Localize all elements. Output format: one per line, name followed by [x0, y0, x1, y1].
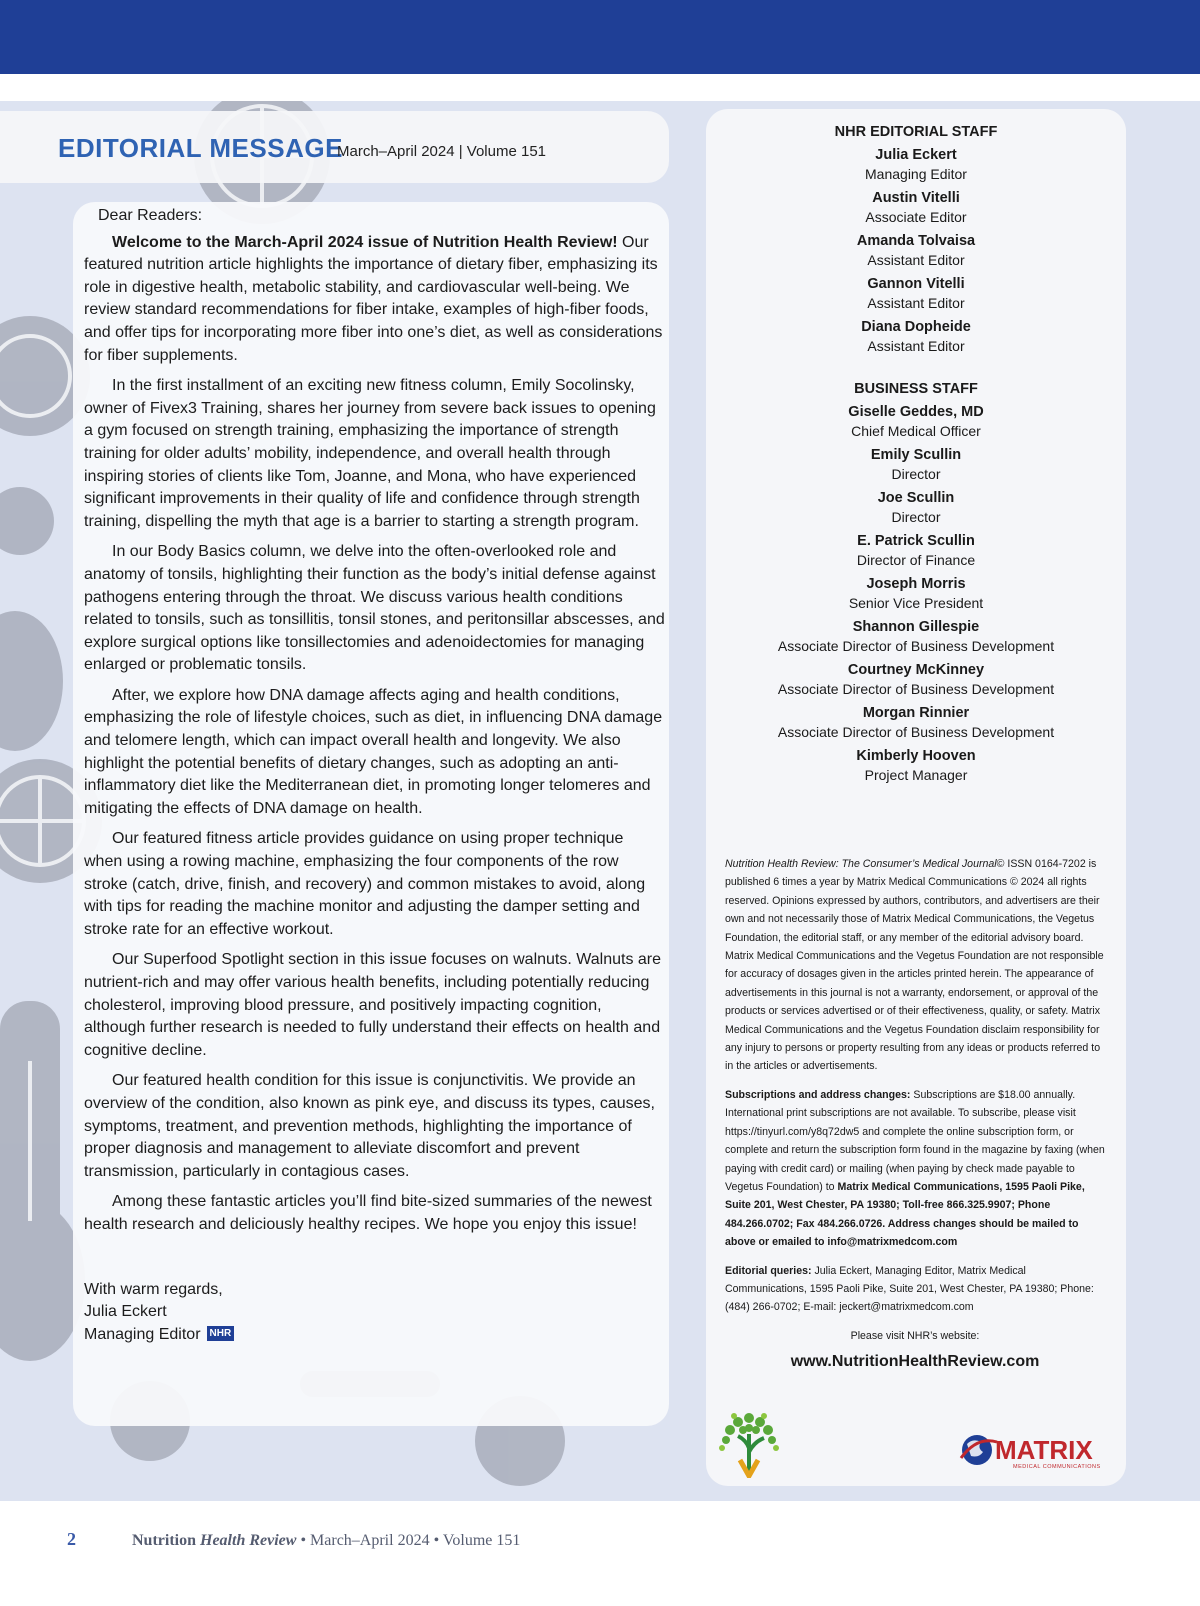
staff-role: Assistant Editor: [867, 295, 965, 311]
letter-paragraph: Among these fantastic articles you’ll find bite-sized summaries of the newest health research and deliciously healthy recipes. We hope you enjoy this issue!: [84, 1193, 652, 1233]
staff-name: Diana Dopheide: [861, 319, 971, 335]
staff-role: Associate Director of Business Development: [777, 638, 1055, 654]
staff-member: [706, 188, 1126, 226]
staff-member: [706, 703, 1126, 741]
staff-name: Emily Scullin: [870, 447, 962, 463]
editorial-letter: [84, 205, 666, 1346]
staff-role: Associate Editor: [865, 209, 967, 225]
website-link[interactable]: www.NutritionHealthReview.com: [790, 1353, 1040, 1371]
staff-name: E. Patrick Scullin: [857, 533, 975, 549]
journal-name: Nutrition Health Review: The Consumer’s Medical Journal: [725, 858, 997, 870]
staff-name: Shannon Gillespie: [852, 619, 980, 635]
staff-role: Project Manager: [864, 767, 968, 783]
staff-role: Assistant Editor: [867, 338, 965, 354]
letter-signoff: [84, 1279, 666, 1347]
staff-member: [706, 231, 1126, 269]
letter-closing: With warm regards,: [84, 1280, 223, 1298]
page-title: EDITORIAL MESSAGE: [58, 133, 343, 163]
nhr-badge: NHR: [207, 1326, 235, 1341]
letter-intro-bold: Welcome to the March-April 2024 issue of Nutrition Health Review!: [112, 233, 618, 251]
staff-name: Amanda Tolvaisa: [856, 233, 976, 249]
staff-member: [706, 402, 1126, 440]
page-number: 2: [67, 1529, 76, 1549]
subscriptions-text: Subscriptions are $18.00 annually. International print subscriptions are not available. To subscribe, please visit https://tinyurl.com/y8q72dw5 and complete the online subscription form, or complete and return the subscription form found in the magazine by faxing (when paying with credit card) or mailing (when paying by check made payable to Vegetus Foundation) to: [725, 1088, 1105, 1193]
staff-member: [706, 317, 1126, 355]
page-footer: [67, 1529, 520, 1550]
copyright-statement: [725, 855, 1105, 1076]
staff-role: Chief Medical Officer: [851, 423, 981, 439]
staff-role: Director: [891, 466, 941, 482]
letter-paragraph: In the first installment of an exciting new fitness column, Emily Socolinsky, owner of Fivex3 Training, shares her journey from severe back issues to opening a gym focused on strength training, emphasizing the importance of strength training for older adults’ mobility, independence, and overall health through inspiring stories of clients like Tom, Joanne, and Mona, who have experienced significant improvements in their quality of life and confidence through strength training, dispelling the myth that age is a barrier to starting a strength program.: [84, 377, 656, 530]
letter-intro-text: Our featured nutrition article highlights the importance of dietary fiber, emphasizing its role in digestive health, metabolic stability, and cardiovascular well-being. We review standard recommendations for fiber intake, examples of high-fiber foods, and offer tips for incorporating more fiber into one’s diet, as well as considerations for fiber supplements.: [84, 233, 663, 364]
staff-name: Kimberly Hooven: [856, 748, 976, 764]
copyright-text: © ISSN 0164-7202 is published 6 times a year by Matrix Medical Communications © 2024 all rights reserved. Opinions expressed by authors, contributors, and advertisers are their own and not necessarily those of Matrix Medical Communications, the Vegetus Foundation, the editorial staff, or any member of the editorial advisory board. Matrix Medical Communications and the Vegetus Foundation are not responsible for accuracy of dosages given in the articles printed herein. The appearance of advertisements in this journal is not a warranty, endorsement, or approval of the products or services advertised or of their effectiveness, quality, or safety. Matrix Medical Communications and the Vegetus Foundation disclaim responsibility for any injury to persons or property resulting from any ideas or products referred to in the articles or advertisements.: [725, 858, 1104, 1073]
staff-name: Joseph Morris: [866, 576, 966, 592]
staff-role: Associate Director of Business Development: [777, 724, 1055, 740]
letter-paragraph: Our featured health condition for this issue is conjunctivitis. We provide an overview of the condition, also known as pink eye, and discuss its types, causes, symptoms, treatment, and prevention methods, highlighting the importance of proper diagnosis and management to alleviate discomfort and prevent transmission, particularly in contagious cases.: [84, 1072, 655, 1180]
staff-listing: [706, 124, 1126, 789]
staff-role: Associate Director of Business Development: [777, 681, 1055, 697]
letter-paragraph: Our Superfood Spotlight section in this issue focuses on walnuts. Walnuts are nutrient-rich and may offer various health benefits, including potentially reducing cholesterol, improving blood pressure, and positively impacting cognition, although further research is needed to fully understand their effects on health and cognitive decline.: [84, 951, 662, 1059]
staff-name: Julia Eckert: [875, 147, 957, 163]
staff-name: Austin Vitelli: [872, 190, 960, 206]
letter-signer: Julia Eckert: [84, 1303, 167, 1321]
staff-role: Director: [891, 509, 941, 525]
letter-paragraph: Our featured fitness article provides guidance on using proper technique when using a rowing machine, emphasizing the four components of the row stroke (catch, drive, finish, and recovery) and common mistakes to avoid, along with tips for reading the machine monitor and adjusting the damper setting and stroke rate for an effective workout.: [84, 830, 646, 938]
editorial-queries: [725, 1262, 1105, 1317]
issue-info: March–April 2024 | Volume 151: [337, 143, 547, 160]
staff-member: [706, 445, 1126, 483]
staff-member: [706, 574, 1126, 612]
staff-member: [706, 274, 1126, 312]
staff-member: [706, 531, 1126, 569]
letter-signer-title-row: [84, 1324, 666, 1347]
matrix-subtitle: MEDICAL COMMUNICATIONS: [1013, 1464, 1101, 1470]
footer-issue: • March–April 2024 • Volume 151: [296, 1532, 521, 1549]
staff-role: Assistant Editor: [867, 252, 965, 268]
staff-member: [706, 746, 1126, 784]
staff-member: [706, 488, 1126, 526]
staff-name: Courtney McKinney: [847, 662, 985, 678]
staff-role: Director of Finance: [856, 552, 976, 568]
matrix-wordmark: MATRIX: [995, 1435, 1093, 1465]
business-staff-title: BUSINESS STAFF: [854, 381, 978, 397]
letter-paragraph: After, we explore how DNA damage affects aging and health conditions, emphasizing the role of lifestyle choices, such as diet, in influencing DNA damage and telomere length, which can impact overall health and longevity. We also highlight the potential benefits of dietary changes, such as adopting an anti-inflammatory diet like the Mediterranean diet, in promoting longer telomeres and mitigating the effects of DNA damage on health.: [84, 686, 663, 817]
top-color-band: [0, 0, 1200, 74]
staff-member: [706, 617, 1126, 655]
queries-label: Editorial queries:: [725, 1264, 812, 1277]
staff-role: Managing Editor: [865, 166, 967, 182]
letter-signer-title: Managing Editor: [84, 1325, 201, 1343]
editorial-staff-title: NHR EDITORIAL STAFF: [834, 124, 998, 140]
staff-member: [706, 145, 1126, 183]
letter-paragraph: In our Body Basics column, we delve into the often-overlooked role and anatomy of tonsils, highlighting their function as the body’s initial defense against pathogens entering through the throat. We discuss various health conditions related to tonsils, such as tonsillitis, tonsil stones, and peritonsillar abscesses, and explore surgical options like tonsillectomies and adenoidectomies for managing enlarged or problematic tonsils.: [84, 543, 665, 674]
vegetus-tree-logo: [716, 1408, 786, 1478]
staff-role: Senior Vice President: [848, 595, 984, 611]
matrix-medical-logo: [957, 1428, 1102, 1474]
queries-text: Julia Eckert, Managing Editor, Matrix Medical Communications, 1595 Paoli Pike, Suite 201, West Chester, PA 19380; Phone: (484) 266-0702; E-mail: jeckert@matrixmedcom.com: [725, 1264, 1094, 1314]
subscriptions-label: Subscriptions and address changes:: [725, 1088, 911, 1101]
staff-name: Gannon Vitelli: [867, 276, 965, 292]
staff-member: [706, 660, 1126, 698]
staff-name: Morgan Rinnier: [862, 705, 970, 721]
legal-notice: [725, 855, 1105, 1382]
letter-greeting: Dear Readers:: [98, 207, 203, 224]
footer-pub-name-italic: Health Review: [200, 1532, 297, 1549]
subscriptions-address: Matrix Medical Communications, 1595 Paoli Pike, Suite 201, West Chester, PA 19380; Toll-free 866.325.9907; Phone 484.266.0702; Fax 484.266.0726. Address changes should be mailed to above or emailed to info@matrixmedcom.com: [725, 1180, 1085, 1249]
footer-pub-name: Nutrition: [132, 1532, 196, 1549]
visit-prompt: Please visit NHR’s website:: [850, 1329, 980, 1342]
staff-name: Joe Scullin: [877, 490, 955, 506]
staff-name: Giselle Geddes, MD: [848, 404, 984, 420]
letter-paragraph: [84, 232, 666, 368]
subscriptions-info: [725, 1086, 1105, 1252]
